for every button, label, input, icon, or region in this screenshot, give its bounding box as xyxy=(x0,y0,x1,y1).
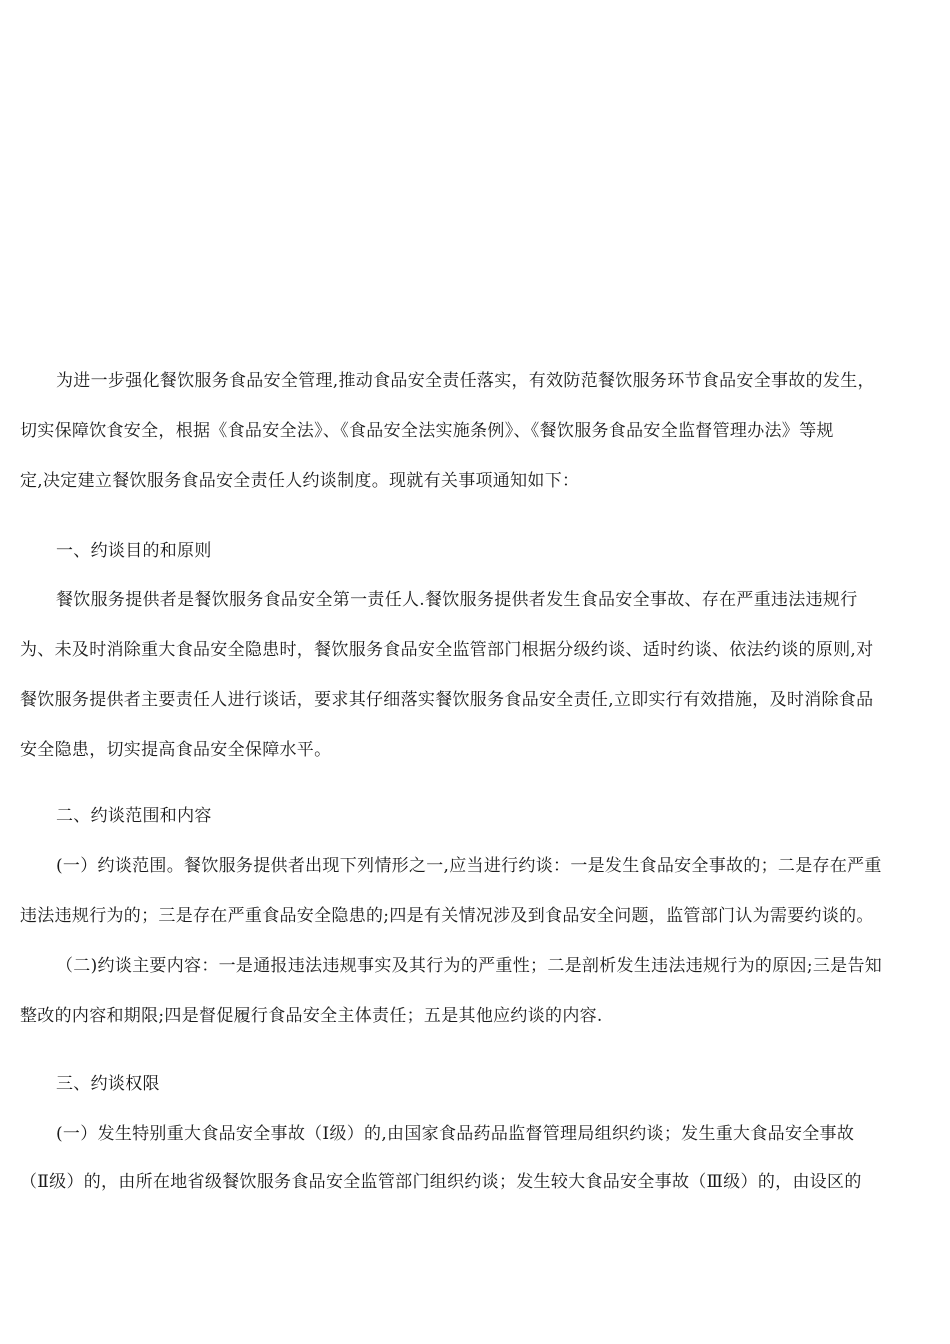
section-1-line-3: 餐饮服务提供者主要责任人进行谈话，要求其仔细落实餐饮服务食品安全责任,立即实行有效措施，及时消除食品 xyxy=(20,690,874,710)
section-1-line-4: 安全隐患，切实提高食品安全保障水平。 xyxy=(20,740,332,760)
section-2-heading: 二、约谈范围和内容 xyxy=(56,806,212,826)
section-2-item-2-line-1: （二)约谈主要内容：一是通报违法违规事实及其行为的严重性；二是剖析发生违法违规行为的原因;三是告知 xyxy=(56,956,883,976)
intro-line-2: 切实保障饮食安全，根据《食品安全法》、《食品安全法实施条例》、《餐饮服务食品安全监督管理办法》等规 xyxy=(20,421,834,441)
section-2-item-1-line-1: (一）约谈范围。餐饮服务提供者出现下列情形之一,应当进行约谈：一是发生食品安全事故的；二是存在严重 xyxy=(56,856,882,876)
section-3-item-1-line-2: （Ⅱ级）的，由所在地省级餐饮服务食品安全监管部门组织约谈；发生较大食品安全事故（Ⅲ级）的，由设区的 xyxy=(20,1172,862,1192)
section-2-item-2-line-2: 整改的内容和期限;四是督促履行食品安全主体责任；五是其他应约谈的内容. xyxy=(20,1006,603,1026)
intro-line-1: 为进一步强化餐饮服务食品安全管理,推动食品安全责任落实，有效防范餐饮服务环节食品安全事故的发生， xyxy=(56,371,875,391)
intro-line-3: 定,决定建立餐饮服务食品安全责任人约谈制度。现就有关事项通知如下： xyxy=(20,471,580,491)
section-1-line-1: 餐饮服务提供者是餐饮服务食品安全第一责任人.餐饮服务提供者发生食品安全事故、存在严重违法违规行 xyxy=(56,590,858,610)
section-1-line-2: 为、未及时消除重大食品安全隐患时，餐饮服务食品安全监管部门根据分级约谈、适时约谈、依法约谈的原则,对 xyxy=(20,640,874,660)
section-3-heading: 三、约谈权限 xyxy=(56,1074,160,1094)
section-3-item-1-line-1: (一）发生特别重大食品安全事故（Ⅰ级）的,由国家食品药品监督管理局组织约谈；发生重大食品安全事故 xyxy=(56,1124,855,1144)
section-2-item-1-line-2: 违法违规行为的；三是存在严重食品安全隐患的;四是有关情况涉及到食品安全问题，监管部门认为需要约谈的。 xyxy=(20,906,874,926)
section-1-heading: 一、约谈目的和原则 xyxy=(56,541,212,561)
